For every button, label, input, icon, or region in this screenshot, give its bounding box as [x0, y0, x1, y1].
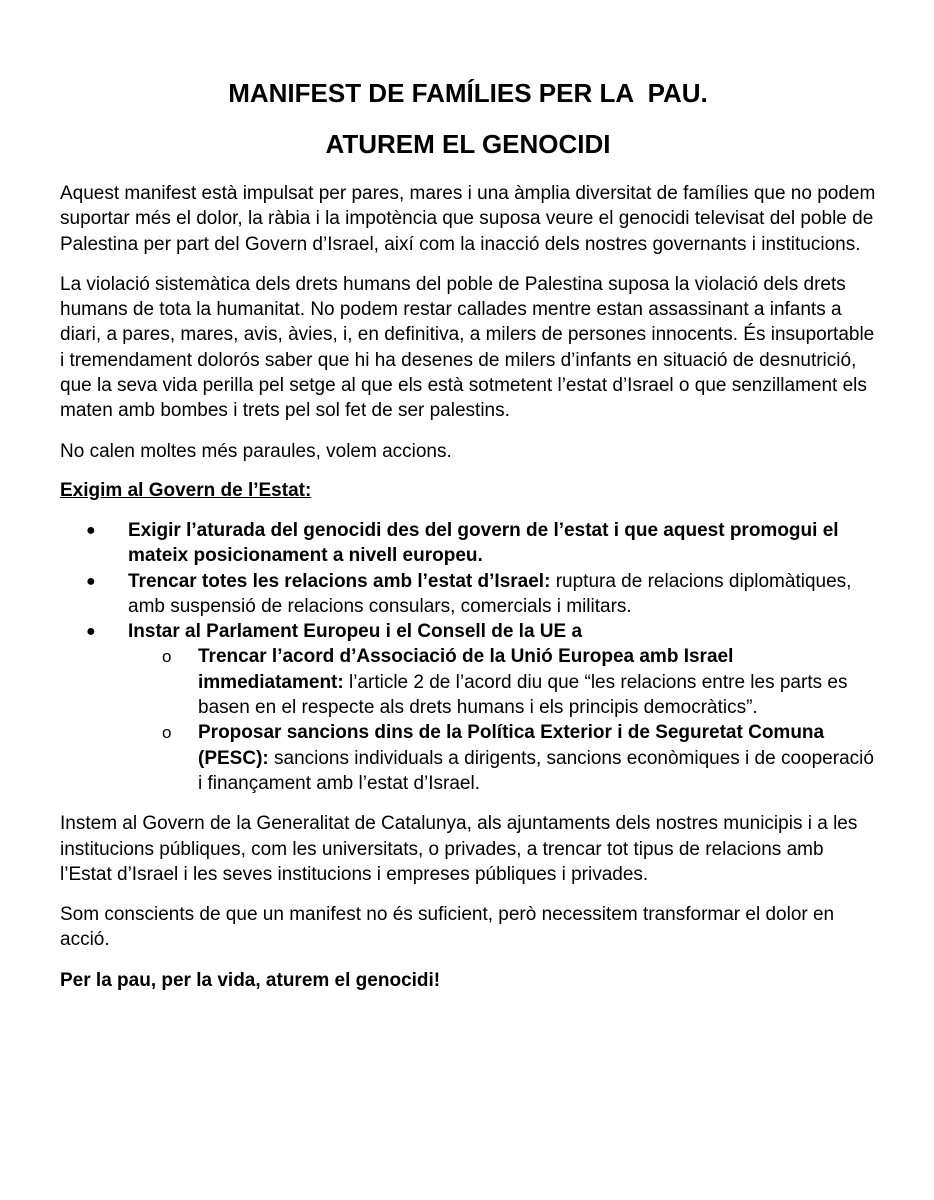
- demand-bold: Trencar totes les relacions amb l’estat d’Israel:: [128, 570, 551, 592]
- circle-bullet-icon: o: [162, 723, 172, 743]
- list-item: [60, 569, 876, 620]
- sub-demand-text: l’article 2 de l’acord diu que “les relacions entre les parts es basen en el respecte als drets humans i els principis democràtics”.: [198, 671, 848, 719]
- document-title: MANIFEST DE FAMÍLIES PER LA PAU.: [228, 78, 708, 108]
- bullet-icon: ●: [86, 521, 96, 539]
- sub-demand-bold: Proposar sancions dins de la Política Exterior i de Seguretat Comuna (PESC):: [198, 722, 825, 769]
- sub-demand-bold: Trencar l’acord d’Associació de la Unió Europea amb Israel immediatament:: [198, 646, 734, 693]
- demands-list: [60, 518, 876, 796]
- list-item: [60, 619, 876, 796]
- circle-bullet-icon: o: [162, 647, 172, 667]
- demand-bold: Instar al Parlament Europeu i el Consell de la UE a: [128, 621, 583, 643]
- sub-list-item: [128, 644, 876, 720]
- demands-heading: Exigim al Govern de l’Estat:: [60, 479, 312, 501]
- sub-list-item: [128, 720, 876, 796]
- list-item: [60, 518, 876, 569]
- sub-demand-text: sancions individuals a dirigents, sancions econòmiques i de cooperació i finançament amb l’estat d’Israel.: [198, 747, 874, 794]
- demand-text: ruptura de relacions diplomàtiques, amb suspensió de relacions consulars, comercials i militars.: [128, 570, 852, 617]
- bullet-icon: ●: [86, 623, 96, 641]
- body-paragraph: Som conscients de que un manifest no és suficient, però necessitem transformar el dolor en acció.: [60, 904, 835, 951]
- closing-statement: Per la pau, per la vida, aturem el genocidi!: [60, 969, 441, 991]
- document-page: [60, 76, 876, 993]
- body-paragraph: No calen moltes més paraules, volem accions.: [60, 440, 452, 462]
- document-subtitle: ATUREM EL GENOCIDI: [325, 129, 611, 159]
- body-paragraph: La violació sistemàtica dels drets humans del poble de Palestina suposa la violació dels drets humans de tota la humanitat. No podem restar callades mentre estan assassinant a infants a diari, a pares, mares, avis, àvies, i, en definitiva, a milers de persones innocents. És insuportable i tremendament dolorós saber que hi ha desenes de milers d’infants en situació de desnutrició, que la seva vida perilla pel setge al que els està sotmetent l’estat d’Israel o que senzillament els maten amb bombes i trets pel sol fet de ser palestins.: [60, 273, 875, 422]
- demand-bold: Exigir l’aturada del genocidi des del govern de l’estat i que aquest promogui el mateix posicionament a nivell europeu.: [128, 519, 839, 567]
- bullet-icon: ●: [86, 572, 96, 590]
- intro-paragraph: Aquest manifest està impulsat per pares, mares i una àmplia diversitat de famílies que no podem suportar més el dolor, la ràbia i la impotència que suposa veure el genocidi televisat del poble de Palestina per part del Govern d’Israel, així com la inacció dels nostres governants i institucions.: [60, 183, 876, 255]
- body-paragraph: Instem al Govern de la Generalitat de Catalunya, als ajuntaments dels nostres municipis i a les institucions públiques, com les universitats, o privades, a trencar tot tipus de relacions amb l’Estat d’Israel i les seves institucions i empreses públiques i privades.: [60, 813, 858, 885]
- sub-demands-list: [128, 644, 876, 796]
